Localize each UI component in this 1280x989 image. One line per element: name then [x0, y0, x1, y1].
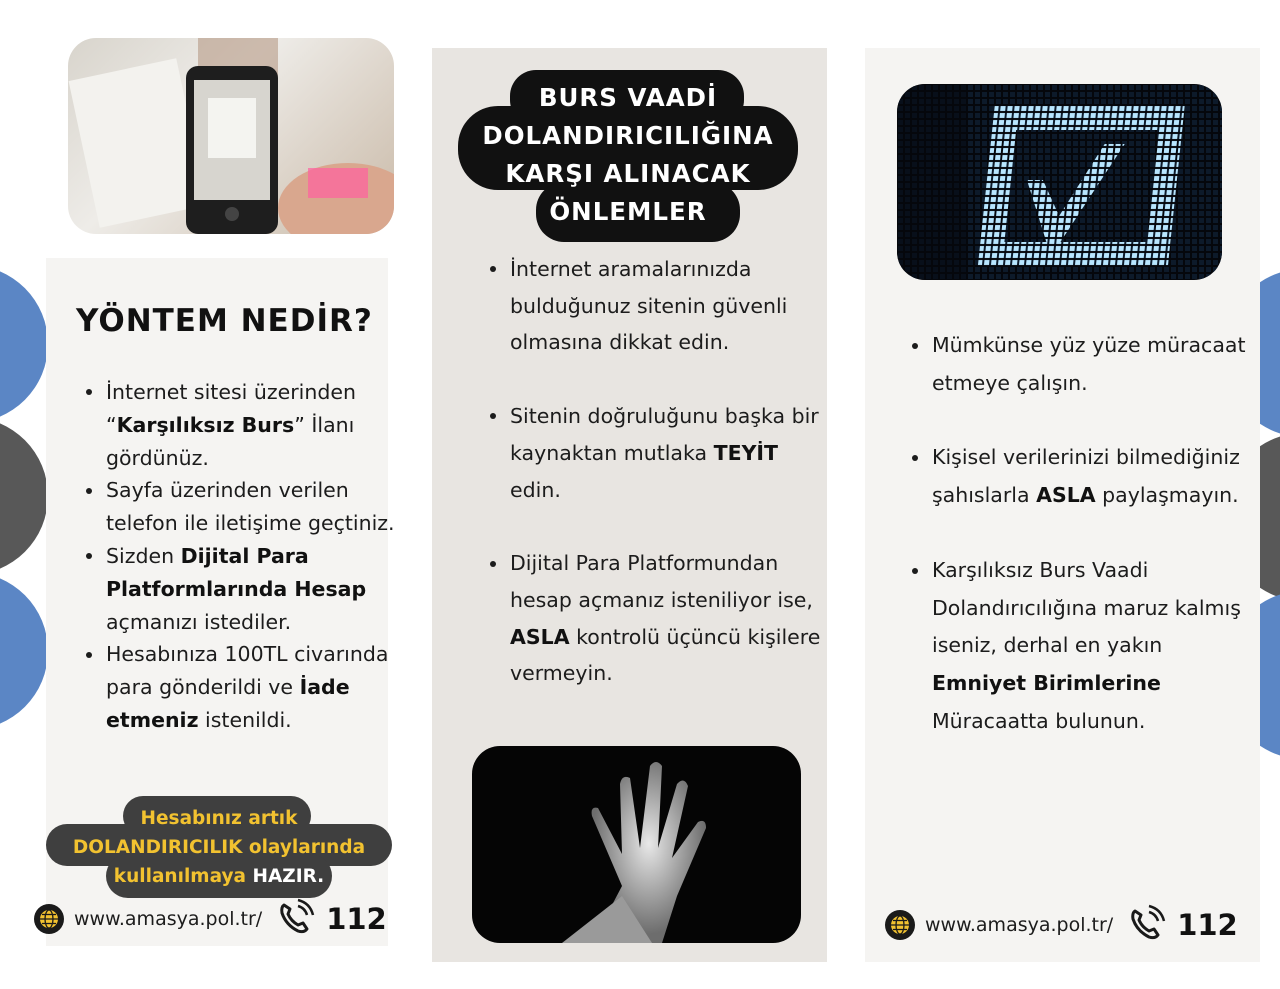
precautions-bullet-list: [484, 251, 826, 692]
bullet-item: [932, 552, 1252, 741]
phone-icon: [276, 897, 316, 941]
bullet-text: açmanızı istediler.: [106, 609, 292, 634]
method-bullet-list: [80, 376, 398, 737]
bullet-text: Karşılıksız Burs Vaadi Dolandırıcılığına maruz kalmış iseniz, derhal en yakın: [932, 557, 1241, 658]
website-link[interactable]: www.amasya.pol.tr/: [925, 914, 1114, 936]
emphasis-text: TEYİT: [713, 440, 779, 465]
bullet-text: İnternet aramalarınızda bulduğunuz sitenin güvenli olmasına dikkat edin.: [510, 257, 788, 355]
bullet-text: Mümkünse yüz yüze müracaat etmeye çalışın.: [932, 333, 1246, 395]
bullet-text: Sizden: [106, 543, 181, 568]
bullet-item: [106, 638, 398, 736]
decorative-circle-blue-left-bottom: [0, 572, 48, 730]
emphasis-text: İade etmeniz: [106, 675, 350, 732]
warning-line-2: DOLANDIRICILIK olaylarında: [72, 837, 366, 858]
bullet-item: [932, 439, 1252, 514]
bullet-text: kontrolü üçüncü kişilere vermeyin.: [510, 624, 821, 686]
emphasis-text: Karşılıksız Burs: [116, 412, 295, 437]
raised-hand-image: [472, 746, 801, 943]
warning-line-3-end: HAZIR.: [252, 866, 325, 887]
bullet-text: Kişisel verilerinizi bilmediğiniz şahıslarla: [932, 445, 1240, 508]
emphasis-text: ASLA: [1036, 483, 1096, 508]
decorative-circle-blue-left-top: [0, 265, 48, 423]
bullet-text: Müracaatta bulunun.: [932, 708, 1146, 733]
method-heading: YÖNTEM NEDİR?: [76, 303, 373, 339]
emergency-number[interactable]: 112: [326, 902, 387, 936]
bullet-text: Sayfa üzerinden verilen telefon ile iletişime geçtiniz.: [106, 478, 395, 536]
bullet-text: ” İlanı gördünüz.: [106, 412, 355, 470]
bullet-item: [106, 376, 398, 474]
bullet-text: İnternet sitesi üzerinden “: [106, 380, 356, 437]
decorative-circle-gray-left: [0, 417, 48, 575]
warning-line-3-highlight: kullanılmaya: [113, 866, 247, 887]
middle-title-badge: [458, 70, 798, 242]
website-link[interactable]: www.amasya.pol.tr/: [74, 908, 263, 930]
right-footer: [885, 904, 1238, 946]
globe-icon: [34, 904, 64, 934]
middle-title-line: DOLANDIRICILIĞINA: [482, 121, 774, 150]
bullet-text: istenildi.: [198, 707, 292, 732]
bullet-text: paylaşmayın.: [1095, 483, 1239, 508]
emphasis-text: Emniyet Birimlerine: [932, 670, 1161, 695]
middle-title-line: KARŞI ALINACAK: [505, 159, 751, 188]
bullet-item: [106, 474, 398, 540]
emphasis-text: ASLA: [510, 624, 570, 649]
bullet-item: [106, 540, 398, 638]
phone-photo-image: [68, 38, 394, 234]
bullet-item: [932, 327, 1252, 402]
warning-badge: [46, 796, 392, 898]
warning-line-1: Hesabınız artık: [140, 808, 298, 829]
bullet-text: Sitenin doğruluğunu başka bir kaynaktan mutlaka: [510, 404, 819, 465]
left-footer: [34, 898, 387, 940]
bullet-item: [510, 545, 826, 692]
bullet-text: Hesabınıza 100TL civarında para gönderildi ve: [106, 642, 389, 700]
checkbox-screen-image: [897, 84, 1222, 280]
bullet-text: edin.: [510, 477, 561, 502]
bullet-item: [510, 398, 826, 508]
middle-title-line: ÖNLEMLER: [549, 197, 707, 226]
advice-bullet-list: [906, 327, 1252, 740]
bullet-item: [510, 251, 826, 361]
emergency-number[interactable]: 112: [1177, 908, 1238, 942]
emphasis-text: Dijital Para Platformlarında Hesap: [106, 543, 367, 601]
globe-icon: [885, 910, 915, 940]
bullet-text: Dijital Para Platformundan hesap açmanız isteniliyor ise,: [510, 551, 813, 612]
middle-title-line: BURS VAADİ: [538, 83, 718, 112]
phone-icon: [1127, 903, 1167, 947]
